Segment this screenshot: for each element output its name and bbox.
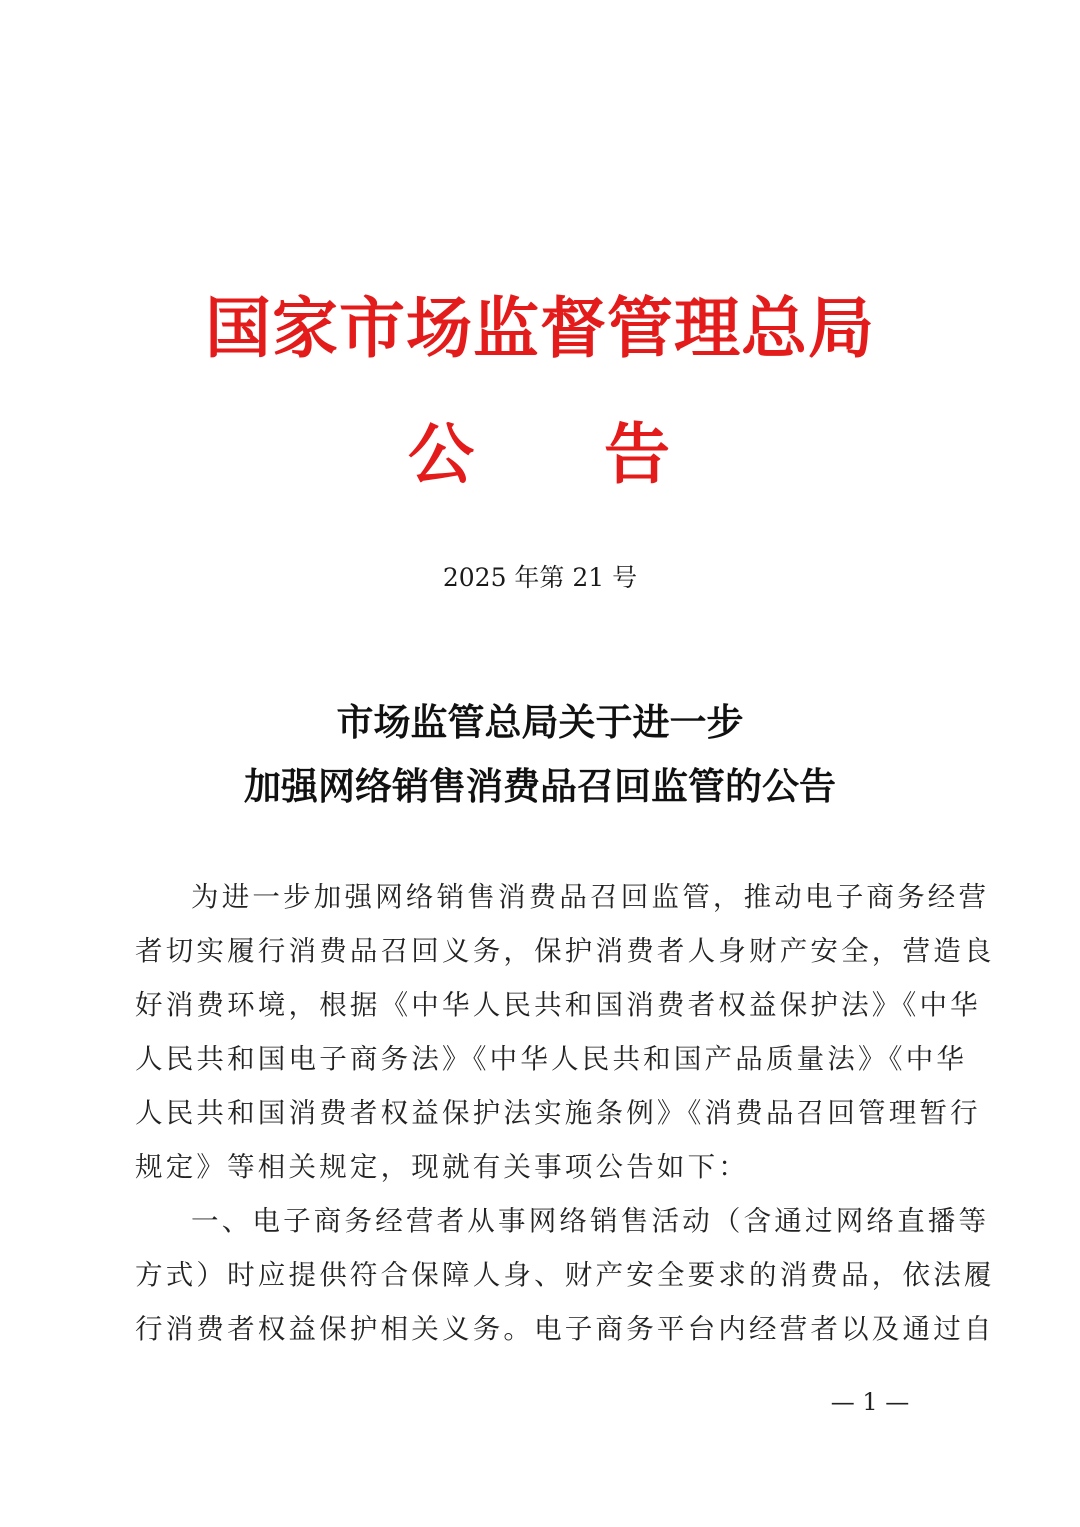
paragraph-line: 者切实履行消费品召回义务，保护消费者人身财产安全，营造良 <box>135 935 995 967</box>
document-type-char: 告 <box>604 415 670 493</box>
document-title <box>140 690 940 818</box>
paragraph-line: 规定》等相关规定，现就有关事项公告如下： <box>135 1151 749 1183</box>
paragraph-line: 人民共和国电子商务法》《中华人民共和国产品质量法》《中华 <box>135 1043 968 1075</box>
paragraph-line: 好消费环境，根据《中华人民共和国消费者权益保护法》《中华 <box>135 989 981 1021</box>
paragraph-line: 一、电子商务经营者从事网络销售活动（含通过网络直播等 <box>191 1205 990 1237</box>
title-line: 市场监管总局关于进一步 <box>336 700 744 744</box>
paragraph-line: 人民共和国消费者权益保护法实施条例》《消费品召回管理暂行 <box>135 1097 981 1129</box>
title-line: 加强网络销售消费品召回监管的公告 <box>244 764 836 808</box>
document-type-char: 公 <box>408 415 474 493</box>
paragraph-line: 为进一步加强网络销售消费品召回监管，推动电子商务经营 <box>191 881 990 913</box>
document-type-heading <box>390 414 690 494</box>
paragraph-line: 行消费者权益保护相关义务。电子商务平台内经营者以及通过自 <box>135 1313 995 1345</box>
document-body <box>135 870 995 1356</box>
paragraph-line: 方式）时应提供符合保障人身、财产安全要求的消费品，依法履 <box>135 1259 995 1291</box>
page-number: — 1 — <box>830 1388 910 1416</box>
issuer-header: 国家市场监督管理总局 <box>205 289 875 367</box>
document-number: 2025 年第 21 号 <box>442 563 638 592</box>
